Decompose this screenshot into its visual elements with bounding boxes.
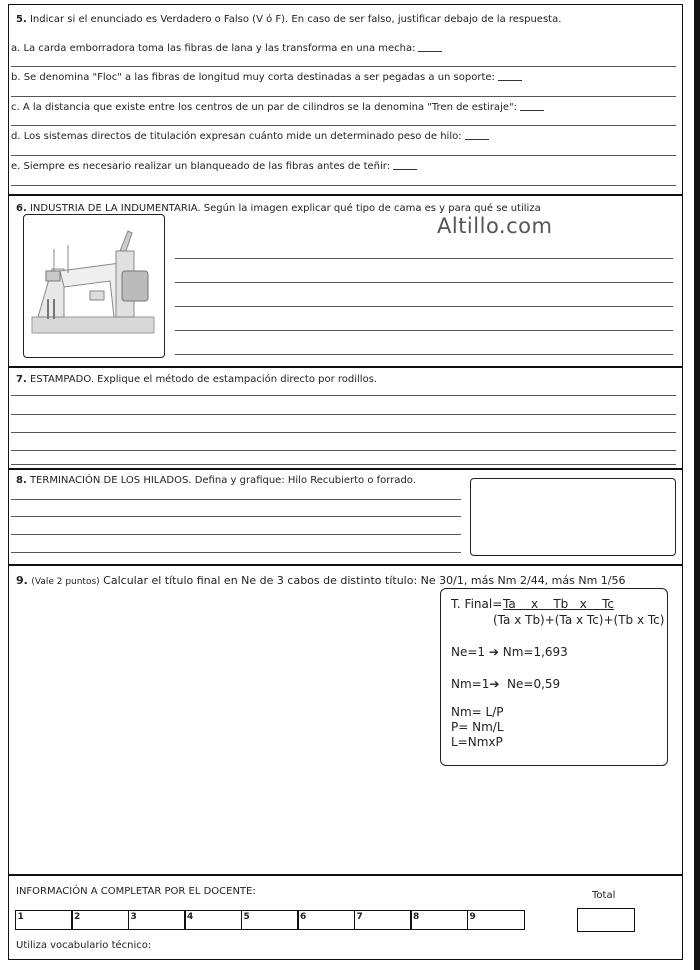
question-text: TERMINACIÓN DE LOS HILADOS. Defina y grafique: Hilo Recubierto o forrado. — [29, 475, 416, 486]
cell-number: 1 — [17, 912, 24, 922]
item-text: e. Siempre es necesario realizar un blanqueado de las fibras antes de teñir: — [11, 161, 391, 172]
question-9-heading — [16, 574, 626, 589]
question-number: 6. — [16, 203, 27, 214]
answer-blank[interactable] — [520, 110, 544, 111]
drawing-box[interactable] — [470, 478, 676, 556]
score-cell-5[interactable] — [241, 910, 299, 930]
conversion-ne-nm: Ne=1 ➔ Nm=1,693 — [451, 645, 568, 659]
item-text: c. A la distancia que existe entre los centros de un par de cilindros se la denomina "Tren de estiraje": — [11, 102, 517, 113]
item-text: d. Los sistemas directos de titulación expresan cuánto mide un determinado peso de hilo: — [11, 131, 462, 142]
score-cell-8[interactable] — [410, 910, 468, 930]
cell-number: 3 — [130, 912, 137, 922]
answer-blank[interactable] — [418, 51, 442, 52]
answer-line[interactable] — [11, 96, 676, 97]
answer-line[interactable] — [11, 534, 461, 535]
answer-line[interactable] — [175, 282, 673, 283]
score-cell-9[interactable] — [467, 910, 525, 930]
question-5-section — [8, 4, 683, 196]
formula-lhs: T. Final= — [451, 597, 503, 611]
cell-number: 9 — [469, 912, 476, 922]
question-8-heading — [16, 475, 416, 487]
question-5-heading — [16, 14, 561, 26]
question-text: Indicar si el enunciado es Verdadero o Falso (V ó F). En caso de ser falso, justificar debajo de la respuesta. — [29, 14, 562, 25]
total-label: Total — [592, 890, 616, 901]
score-grid — [16, 910, 525, 930]
question-text: ESTAMPADO. Explique el método de estampación directo por rodillos. — [29, 374, 378, 385]
total-box[interactable] — [577, 908, 635, 932]
right-edge-bar — [694, 0, 700, 970]
answer-line[interactable] — [11, 66, 676, 67]
teacher-info-title: INFORMACIÓN A COMPLETAR POR EL DOCENTE: — [16, 886, 256, 897]
question-text: Calcular el título final en Ne de 3 cabos de distinto título: Ne 30/1, más Nm 2/44, más Nm 1/56 — [103, 574, 626, 587]
formula-numerator: Ta x Tb x Tc — [503, 597, 614, 611]
answer-line[interactable] — [11, 464, 676, 465]
points-label: (Vale 2 puntos) — [31, 577, 100, 587]
formula-denominator: (Ta x Tb)+(Ta x Tc)+(Tb x Tc) — [493, 613, 665, 627]
question-number: 8. — [16, 475, 27, 486]
item-text: a. La carda emborradora toma las fibras de lana y las transforma en una mecha: — [11, 43, 416, 54]
sewing-machine-image — [23, 214, 165, 358]
question-8-section — [8, 470, 683, 566]
formula-box — [440, 588, 668, 766]
answer-line[interactable] — [11, 414, 676, 415]
relation-l: L=NmxP — [451, 735, 503, 749]
score-cell-7[interactable] — [354, 910, 412, 930]
answer-line[interactable] — [175, 258, 673, 259]
cell-number: 5 — [243, 912, 250, 922]
cell-number: 7 — [356, 912, 363, 922]
answer-line[interactable] — [175, 306, 673, 307]
score-cell-2[interactable] — [71, 910, 129, 930]
question-6-section — [8, 196, 683, 368]
answer-blank[interactable] — [465, 139, 489, 140]
answer-line[interactable] — [11, 450, 676, 451]
cell-number: 6 — [300, 912, 307, 922]
tf-item-d — [11, 131, 489, 143]
tf-item-b — [11, 72, 522, 84]
answer-line[interactable] — [11, 185, 676, 186]
watermark: Altillo.com — [437, 214, 553, 238]
item-text: b. Se denomina "Floc" a las fibras de longitud muy corta destinadas a ser pegadas a un soporte: — [11, 72, 495, 83]
tf-item-e — [11, 161, 417, 173]
tf-item-a — [11, 43, 442, 55]
cell-number: 8 — [413, 912, 420, 922]
answer-line[interactable] — [11, 395, 676, 396]
cell-number: 4 — [187, 912, 194, 922]
answer-line[interactable] — [11, 125, 676, 126]
tf-item-c — [11, 102, 544, 114]
answer-line[interactable] — [11, 499, 461, 500]
answer-line[interactable] — [11, 155, 676, 156]
answer-line[interactable] — [11, 516, 461, 517]
answer-line[interactable] — [175, 354, 673, 355]
answer-blank[interactable] — [498, 80, 522, 81]
conversion-nm-ne: Nm=1➔ Ne=0,59 — [451, 677, 561, 691]
teacher-info-section — [8, 876, 683, 960]
answer-line[interactable] — [11, 432, 676, 433]
answer-blank[interactable] — [393, 169, 417, 170]
question-9-section — [8, 566, 683, 876]
score-cell-6[interactable] — [297, 910, 355, 930]
answer-line[interactable] — [11, 552, 461, 553]
question-text: INDUSTRIA DE LA INDUMENTARIA. Según la imagen explicar qué tipo de cama es y para qué se utiliza — [29, 203, 541, 214]
question-number: 5. — [16, 14, 27, 25]
vocabulary-label: Utiliza vocabulario técnico: — [16, 940, 152, 951]
sewing-machine-icon — [24, 215, 162, 355]
question-7-heading — [16, 374, 377, 386]
answer-line[interactable] — [175, 330, 673, 331]
score-cell-4[interactable] — [184, 910, 242, 930]
relation-p: P= Nm/L — [451, 720, 504, 734]
cell-number: 2 — [74, 912, 81, 922]
score-cell-1[interactable] — [15, 910, 73, 930]
relation-nm: Nm= L/P — [451, 705, 504, 719]
question-number: 7. — [16, 374, 27, 385]
score-cell-3[interactable] — [128, 910, 186, 930]
question-number: 9. — [16, 574, 28, 587]
question-7-section — [8, 368, 683, 470]
